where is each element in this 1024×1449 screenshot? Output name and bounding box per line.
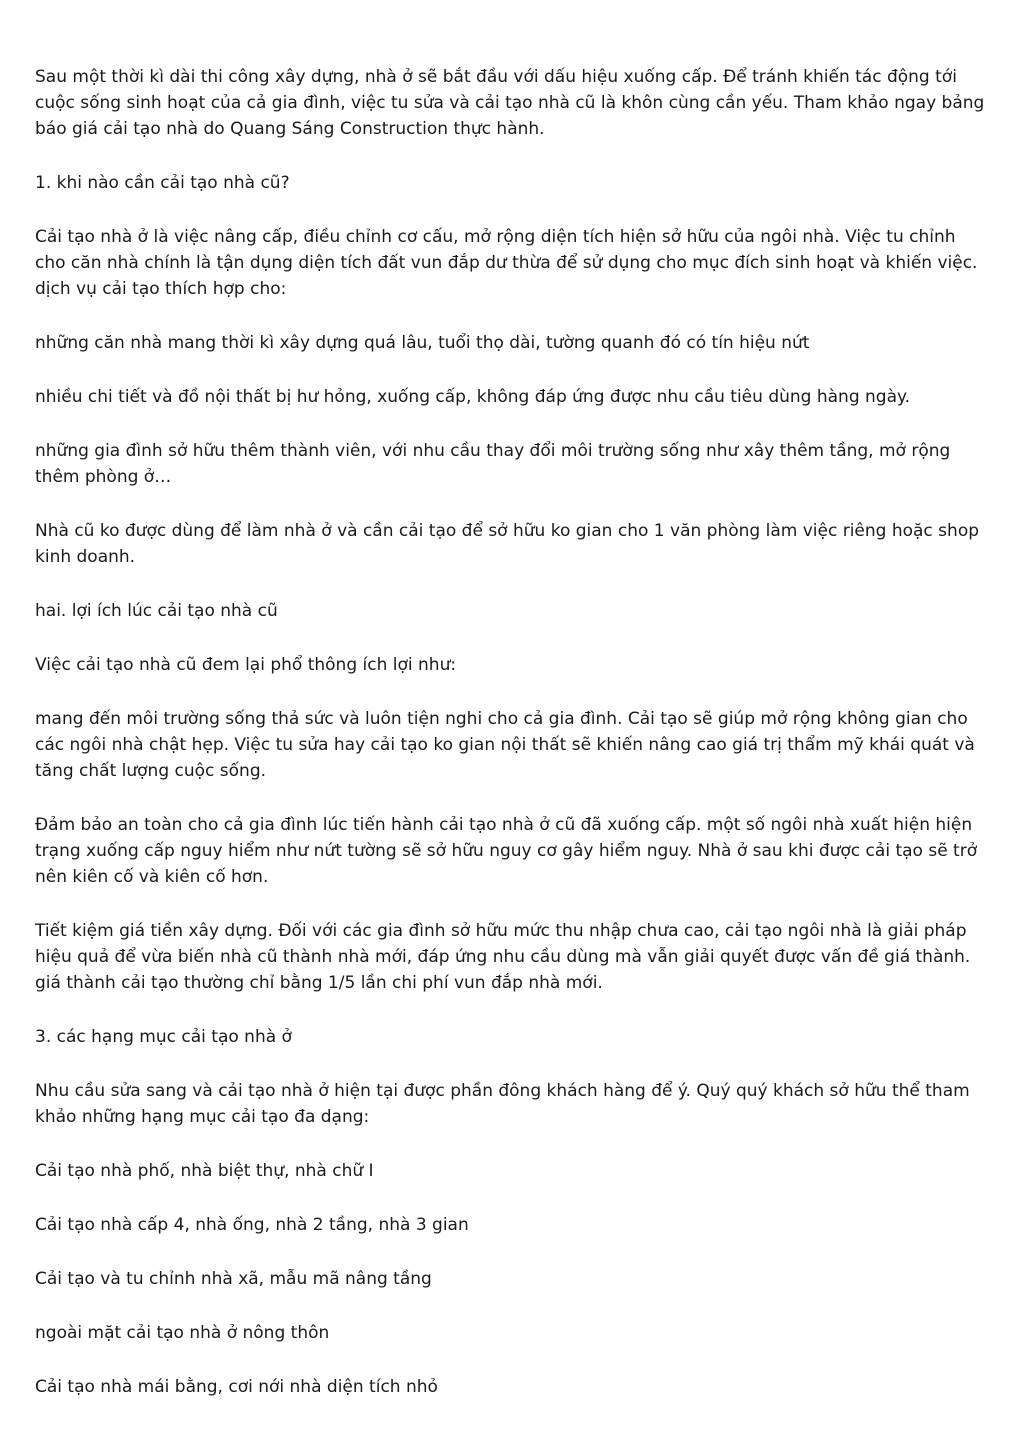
document-body (35, 64, 990, 1428)
category-rural-house: ngoài mặt cải tạo nhà ở nông thôn (35, 1323, 330, 1343)
category-level4-tube-house: Cải tạo nhà cấp 4, nhà ống, nhà 2 tầng, nhà 3 gian (35, 1215, 469, 1235)
section-heading-when: 1. khi nào cần cải tạo nhà cũ? (35, 173, 290, 193)
benefit-living-space: mang đến môi trường sống thả sức và luôn tiện nghi cho cả gia đình. Cải tạo sẽ giúp mở rộng không gian cho các ngôi nhà chật hẹp. Việc tu sửa hay cải tạo ko gian nội thất sẽ khiến nâng cao giá trị thẩm mỹ khái quát và tăng chất lượng cuộc sống. (35, 709, 975, 781)
section-heading-benefits: hai. lợi ích lúc cải tạo nhà cũ (35, 601, 278, 621)
category-commune-house: Cải tạo và tu chỉnh nhà xã, mẫu mã nâng tầng (35, 1269, 432, 1289)
list-item-damaged-furniture: nhiều chi tiết và đồ nội thất bị hư hỏng, xuống cấp, không đáp ứng được nhu cầu tiêu dùng hàng ngày. (35, 387, 911, 407)
category-townhouse-villa: Cải tạo nhà phố, nhà biệt thự, nhà chữ I (35, 1161, 374, 1181)
benefit-safety: Đảm bảo an toàn cho cả gia đình lúc tiến hành cải tạo nhà ở cũ đã xuống cấp. một số ngôi nhà xuất hiện hiện trạng xuống cấp nguy hiểm như nứt tường sẽ sở hữu nguy cơ gây hiểm nguy. Nhà ở sau khi được cải tạo sẽ trở nên kiên cố và kiên cố hơn. (35, 815, 978, 887)
list-item-new-members: những gia đình sở hữu thêm thành viên, với nhu cầu thay đổi môi trường sống như xây thêm tầng, mở rộng thêm phòng ở… (35, 441, 951, 487)
category-flat-roof-house: Cải tạo nhà mái bằng, cơi nới nhà diện tích nhỏ (35, 1377, 438, 1397)
list-item-old-house: những căn nhà mang thời kì xây dựng quá lâu, tuổi thọ dài, tường quanh đó có tín hiệu nứt (35, 333, 810, 353)
intro-paragraph: Sau một thời kì dài thi công xây dựng, nhà ở sẽ bắt đầu với dấu hiệu xuống cấp. Để tránh khiến tác động tới cuộc sống sinh hoạt của cả gia đình, việc tu sửa và cải tạo nhà cũ là khôn cùng cần yếu. Tham khảo ngay bảng báo giá cải tạo nhà do Quang Sáng Construction thực hành. (35, 67, 985, 139)
list-item-office-shop: Nhà cũ ko được dùng để làm nhà ở và cần cải tạo để sở hữu ko gian cho 1 văn phòng làm việc riêng hoặc shop kinh doanh. (35, 521, 980, 567)
benefit-cost-saving: Tiết kiệm giá tiền xây dựng. Đối với các gia đình sở hữu mức thu nhập chưa cao, cải tạo ngôi nhà là giải pháp hiệu quả để vừa biến nhà cũ thành nhà mới, đáp ứng nhu cầu dùng mà vẫn giải quyết được vấn đề giá thành. giá thành cải tạo thường chỉ bằng 1/5 lần chi phí vun đắp nhà mới. (35, 921, 971, 993)
paragraph-categories-intro: Nhu cầu sửa sang và cải tạo nhà ở hiện tại được phần đông khách hàng để ý. Quý quý khách sở hữu thể tham khảo những hạng mục cải tạo đa dạng: (35, 1081, 970, 1127)
paragraph-benefits-intro: Việc cải tạo nhà cũ đem lại phổ thông ích lợi như: (35, 655, 457, 675)
paragraph-definition: Cải tạo nhà ở là việc nâng cấp, điều chỉnh cơ cấu, mở rộng diện tích hiện sở hữu của ngôi nhà. Việc tu chỉnh cho căn nhà chính là tận dụng diện tích đất vun đắp dư thừa để sử dụng cho mục đích sinh hoạt và khiến việc. dịch vụ cải tạo thích hợp cho: (35, 227, 978, 299)
section-heading-categories: 3. các hạng mục cải tạo nhà ở (35, 1027, 292, 1047)
